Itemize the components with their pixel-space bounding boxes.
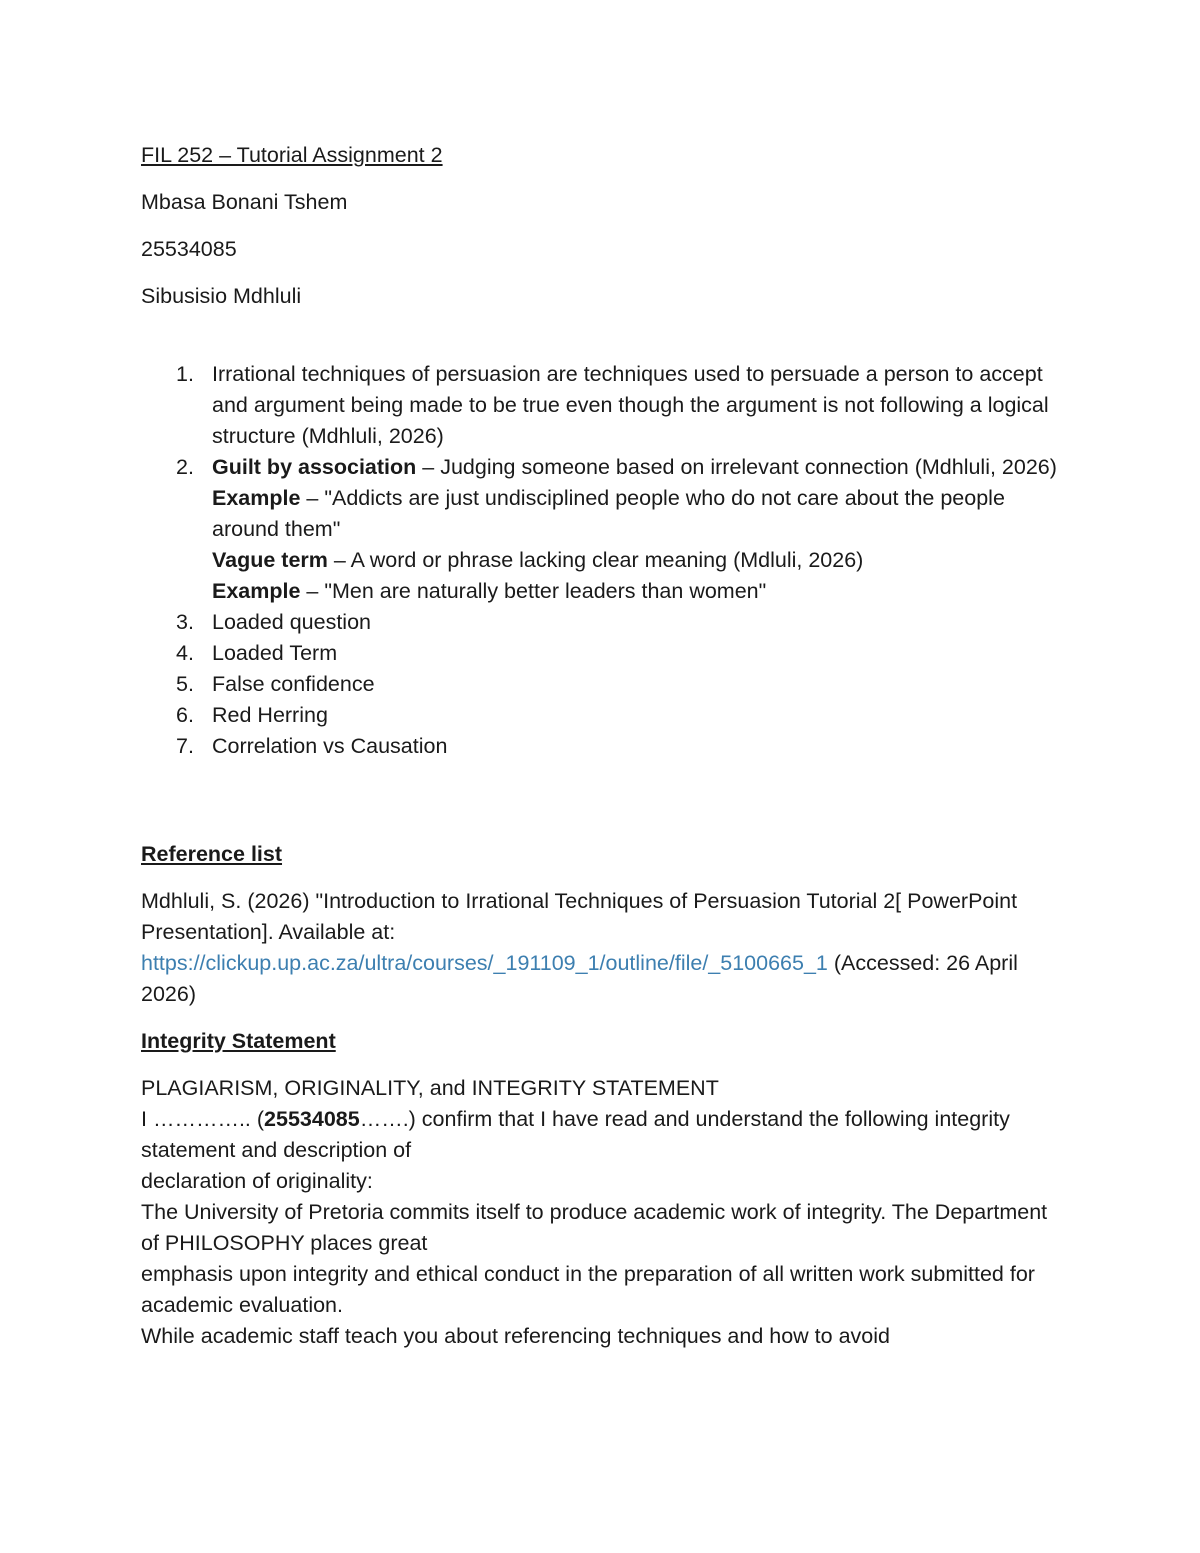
student-name: Mbasa Bonani Tshem: [141, 190, 348, 214]
integrity-line: declaration of originality:: [141, 1169, 373, 1193]
list-item: [141, 359, 1061, 452]
document-body: [141, 140, 1061, 1352]
example-label: Example: [212, 579, 301, 603]
reference-entry: [141, 886, 1061, 1010]
spacer: [141, 328, 1061, 359]
reference-text: Mdhluli, S. (2026) "Introduction to Irrational Techniques of Persuasion Tutorial 2[ PowerPoint Presentation]. Available at:: [141, 889, 1018, 944]
example-line: [212, 576, 1061, 607]
list-item: [141, 638, 1061, 669]
list-number: 2.: [176, 455, 194, 479]
integrity-line: The University of Pretoria commits itself to produce academic work of integrity. The Department of PHILOSOPHY places great: [141, 1200, 1048, 1255]
spacer: [141, 808, 1061, 839]
list-number: 3.: [176, 610, 194, 634]
guilt-by-association-line: [212, 452, 1061, 483]
example-text: – "Men are naturally better leaders than women": [300, 579, 767, 603]
confirm-student-number: 25534085: [264, 1107, 360, 1131]
example-line: [212, 483, 1061, 545]
list-item: [141, 607, 1061, 638]
example-label: Example: [212, 486, 301, 510]
integrity-title: PLAGIARISM, ORIGINALITY, and INTEGRITY STATEMENT: [141, 1076, 719, 1100]
integrity-line: emphasis upon integrity and ethical conduct in the preparation of all written work submitted for academic evaluation.: [141, 1262, 1035, 1317]
list-item-text: Correlation vs Causation: [212, 734, 448, 758]
list-item-text: Loaded Term: [212, 641, 338, 665]
list-number: 5.: [176, 672, 194, 696]
list-number: 4.: [176, 641, 194, 665]
list-item: [141, 700, 1061, 731]
vague-term-line: [212, 545, 1061, 576]
integrity-confirmation: [141, 1104, 1061, 1166]
list-item: [141, 669, 1061, 700]
integrity-line: While academic staff teach you about referencing techniques and how to avoid: [141, 1324, 890, 1348]
confirm-prefix: I ………….. (: [141, 1107, 265, 1131]
answer-1-text: Irrational techniques of persuasion are techniques used to persuade a person to accept and argument being made to be true even though the argument is not following a logical structure (Mdhluli, 2026): [212, 362, 1049, 448]
term-definition: – Judging someone based on irrelevant connection (Mdhluli, 2026): [416, 455, 1057, 479]
list-item-text: Loaded question: [212, 610, 372, 634]
term-guilt-by-association: Guilt by association: [212, 455, 417, 479]
reference-link[interactable]: https://clickup.up.ac.za/ultra/courses/_191109_1/outline/file/_5100665_1: [141, 951, 828, 975]
list-number: 6.: [176, 703, 194, 727]
term-vague-term: Vague term: [212, 548, 328, 572]
example-text: – "Addicts are just undisciplined people who do not care about the people around them": [212, 486, 1005, 541]
answers-list: [141, 359, 1061, 762]
reference-list-heading: Reference list: [141, 842, 283, 866]
confirm-suffix: …….) confirm that I have read and understand the following integrity statement and description of: [141, 1107, 1010, 1162]
spacer: [141, 762, 1061, 808]
list-number: 1.: [176, 362, 194, 386]
list-item-text: False confidence: [212, 672, 375, 696]
integrity-heading: Integrity Statement: [141, 1029, 336, 1053]
list-item: [141, 452, 1061, 607]
term-definition: – A word or phrase lacking clear meaning (Mdluli, 2026): [327, 548, 864, 572]
document-title: FIL 252 – Tutorial Assignment 2: [141, 143, 443, 167]
list-item-text: Red Herring: [212, 703, 328, 727]
list-item: [141, 731, 1061, 762]
reference-accessed: (Accessed: 26 April 2026): [141, 951, 1018, 1006]
list-number: 7.: [176, 734, 194, 758]
student-number: 25534085: [141, 237, 237, 261]
integrity-statement: [141, 1073, 1061, 1352]
lecturer-name: Sibusisio Mdhluli: [141, 284, 302, 308]
